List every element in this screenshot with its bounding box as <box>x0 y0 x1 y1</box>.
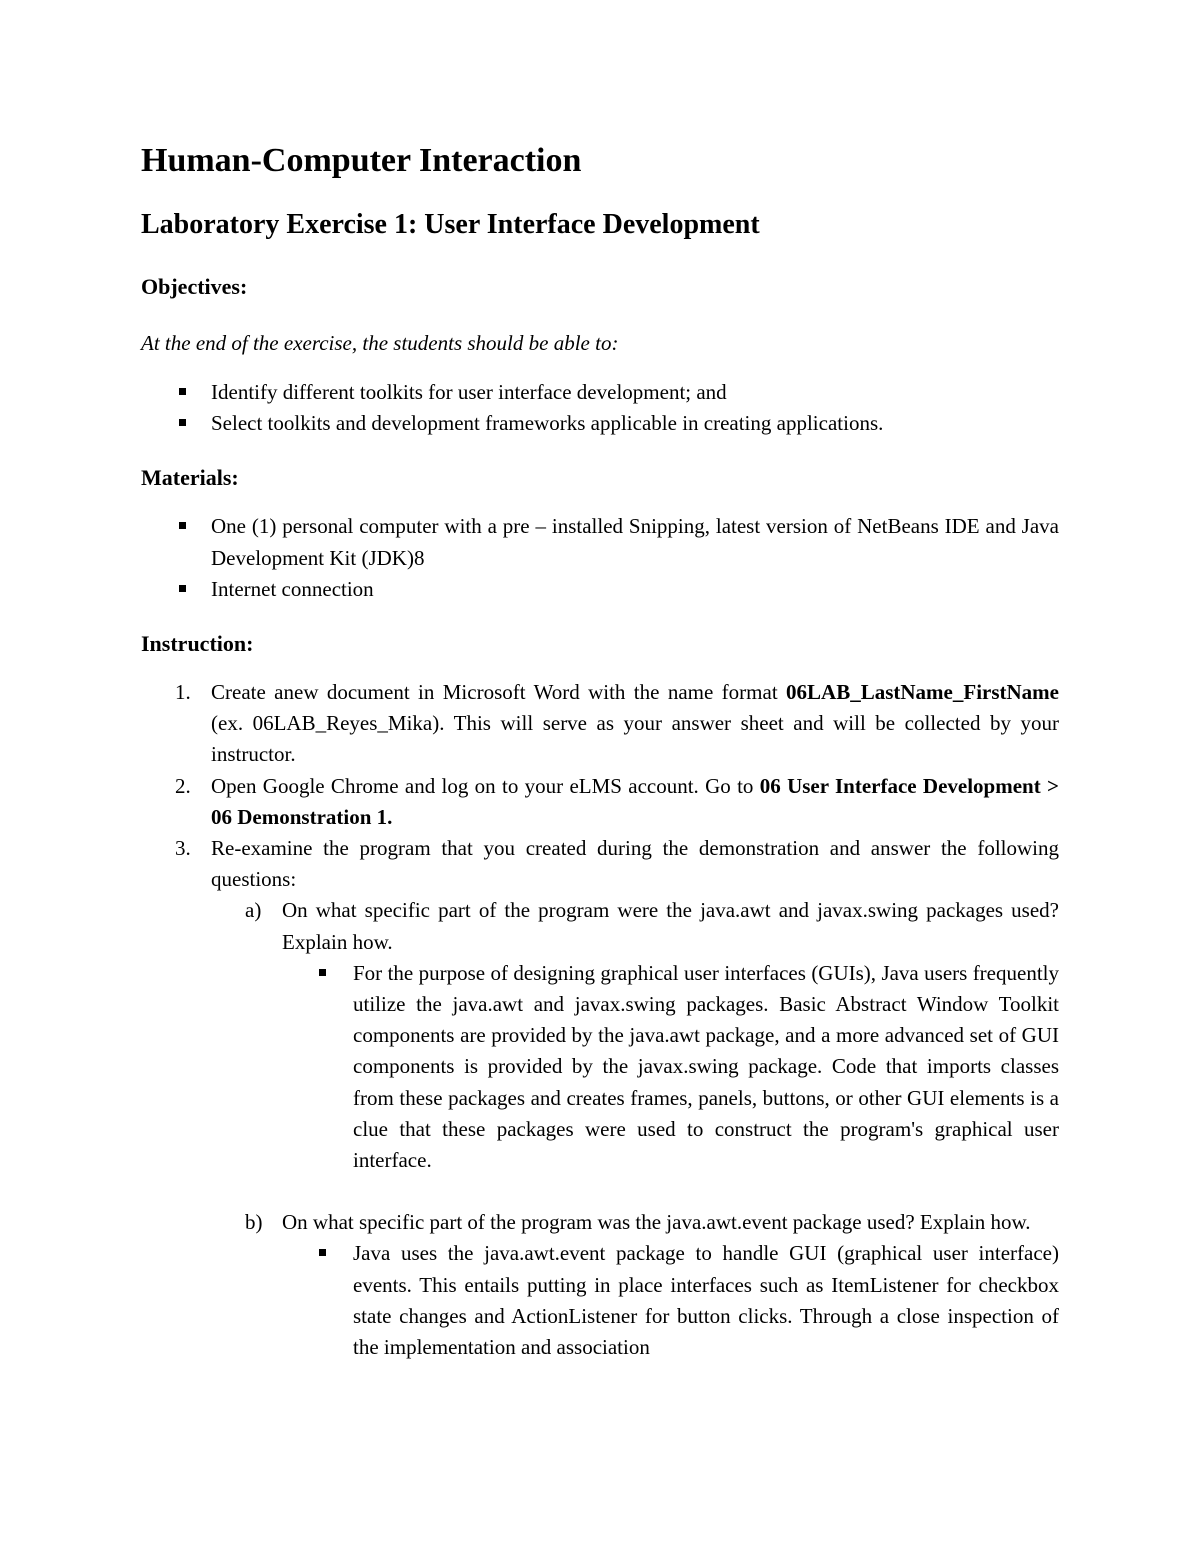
question-letter: a) <box>245 898 262 923</box>
material-item: Internet connection <box>141 574 1059 605</box>
objective-item: Select toolkits and development frameworks applicable in creating applications. <box>141 408 1059 439</box>
file-name-format: 06LAB_LastName_FirstName <box>786 680 1059 705</box>
step-text: Open Google Chrome and log on to your eLMS account. Go to <box>211 773 760 798</box>
objective-item: Identify different toolkits for user interface development; and <box>141 377 1059 408</box>
document-subtitle: Laboratory Exercise 1: User Interface Development <box>141 209 760 240</box>
spacer <box>282 1176 1059 1207</box>
objectives-heading: Objectives: <box>141 274 248 299</box>
question-item <box>211 1207 1059 1363</box>
answer-list <box>282 958 1059 1176</box>
question-list <box>211 895 1059 1363</box>
answer-item: For the purpose of designing graphical user interfaces (GUIs), Java users frequently utilize the java.awt and javax.swing packages. Basic Abstract Window Toolkit components are provided by the java.awt package, and a more advanced set of GUI components is provided by the javax.swing package. Code that imports classes from these packages and creates frames, panels, buttons, or other GUI elements is a clue that these packages were used to construct the program's graphical user interface. <box>282 958 1059 1176</box>
objectives-list <box>141 377 1059 439</box>
instruction-step <box>141 833 1059 1363</box>
answer-item: Java uses the java.awt.event package to handle GUI (graphical user interface) events. This entails putting in place interfaces such as ItemListener for checkbox state changes and ActionListener for button clicks. Through a close inspection of the implementation and association <box>282 1238 1059 1363</box>
step-text: Create anew document in Microsoft Word with the name format <box>211 680 787 705</box>
step-number: 1. <box>175 680 191 705</box>
question-letter: b) <box>245 1210 263 1235</box>
instruction-step <box>141 677 1059 771</box>
step-text: Re-examine the program that you created during the demonstration and answer the following questions: <box>211 836 1059 892</box>
materials-list <box>141 511 1059 605</box>
materials-heading: Materials: <box>141 465 239 491</box>
question-text: On what specific part of the program was the java.awt.event package used? Explain how. <box>282 1210 1031 1235</box>
document-body <box>141 138 1059 1363</box>
objectives-lead: At the end of the exercise, the students should be able to: <box>141 331 619 355</box>
step-number: 3. <box>175 836 191 861</box>
question-item <box>211 895 1059 1207</box>
step-text: (ex. 06LAB_Reyes_Mika). This will serve as your answer sheet and will be collected by your instructor. <box>211 711 1059 767</box>
material-item: One (1) personal computer with a pre – installed Snipping, latest version of NetBeans IDE and Java Development Kit (JDK)8 <box>141 511 1059 573</box>
instruction-step <box>141 771 1059 833</box>
instruction-heading: Instruction: <box>141 631 254 657</box>
answer-list <box>282 1238 1059 1363</box>
instruction-list <box>141 677 1059 1363</box>
question-text: On what specific part of the program were the java.awt and javax.swing packages used? Explain how. <box>282 898 1059 954</box>
step-number: 2. <box>175 773 191 798</box>
elms-path: 06 User Interface Development > 06 Demonstration 1. <box>211 773 1059 829</box>
document-title: Human-Computer Interaction <box>141 142 582 179</box>
